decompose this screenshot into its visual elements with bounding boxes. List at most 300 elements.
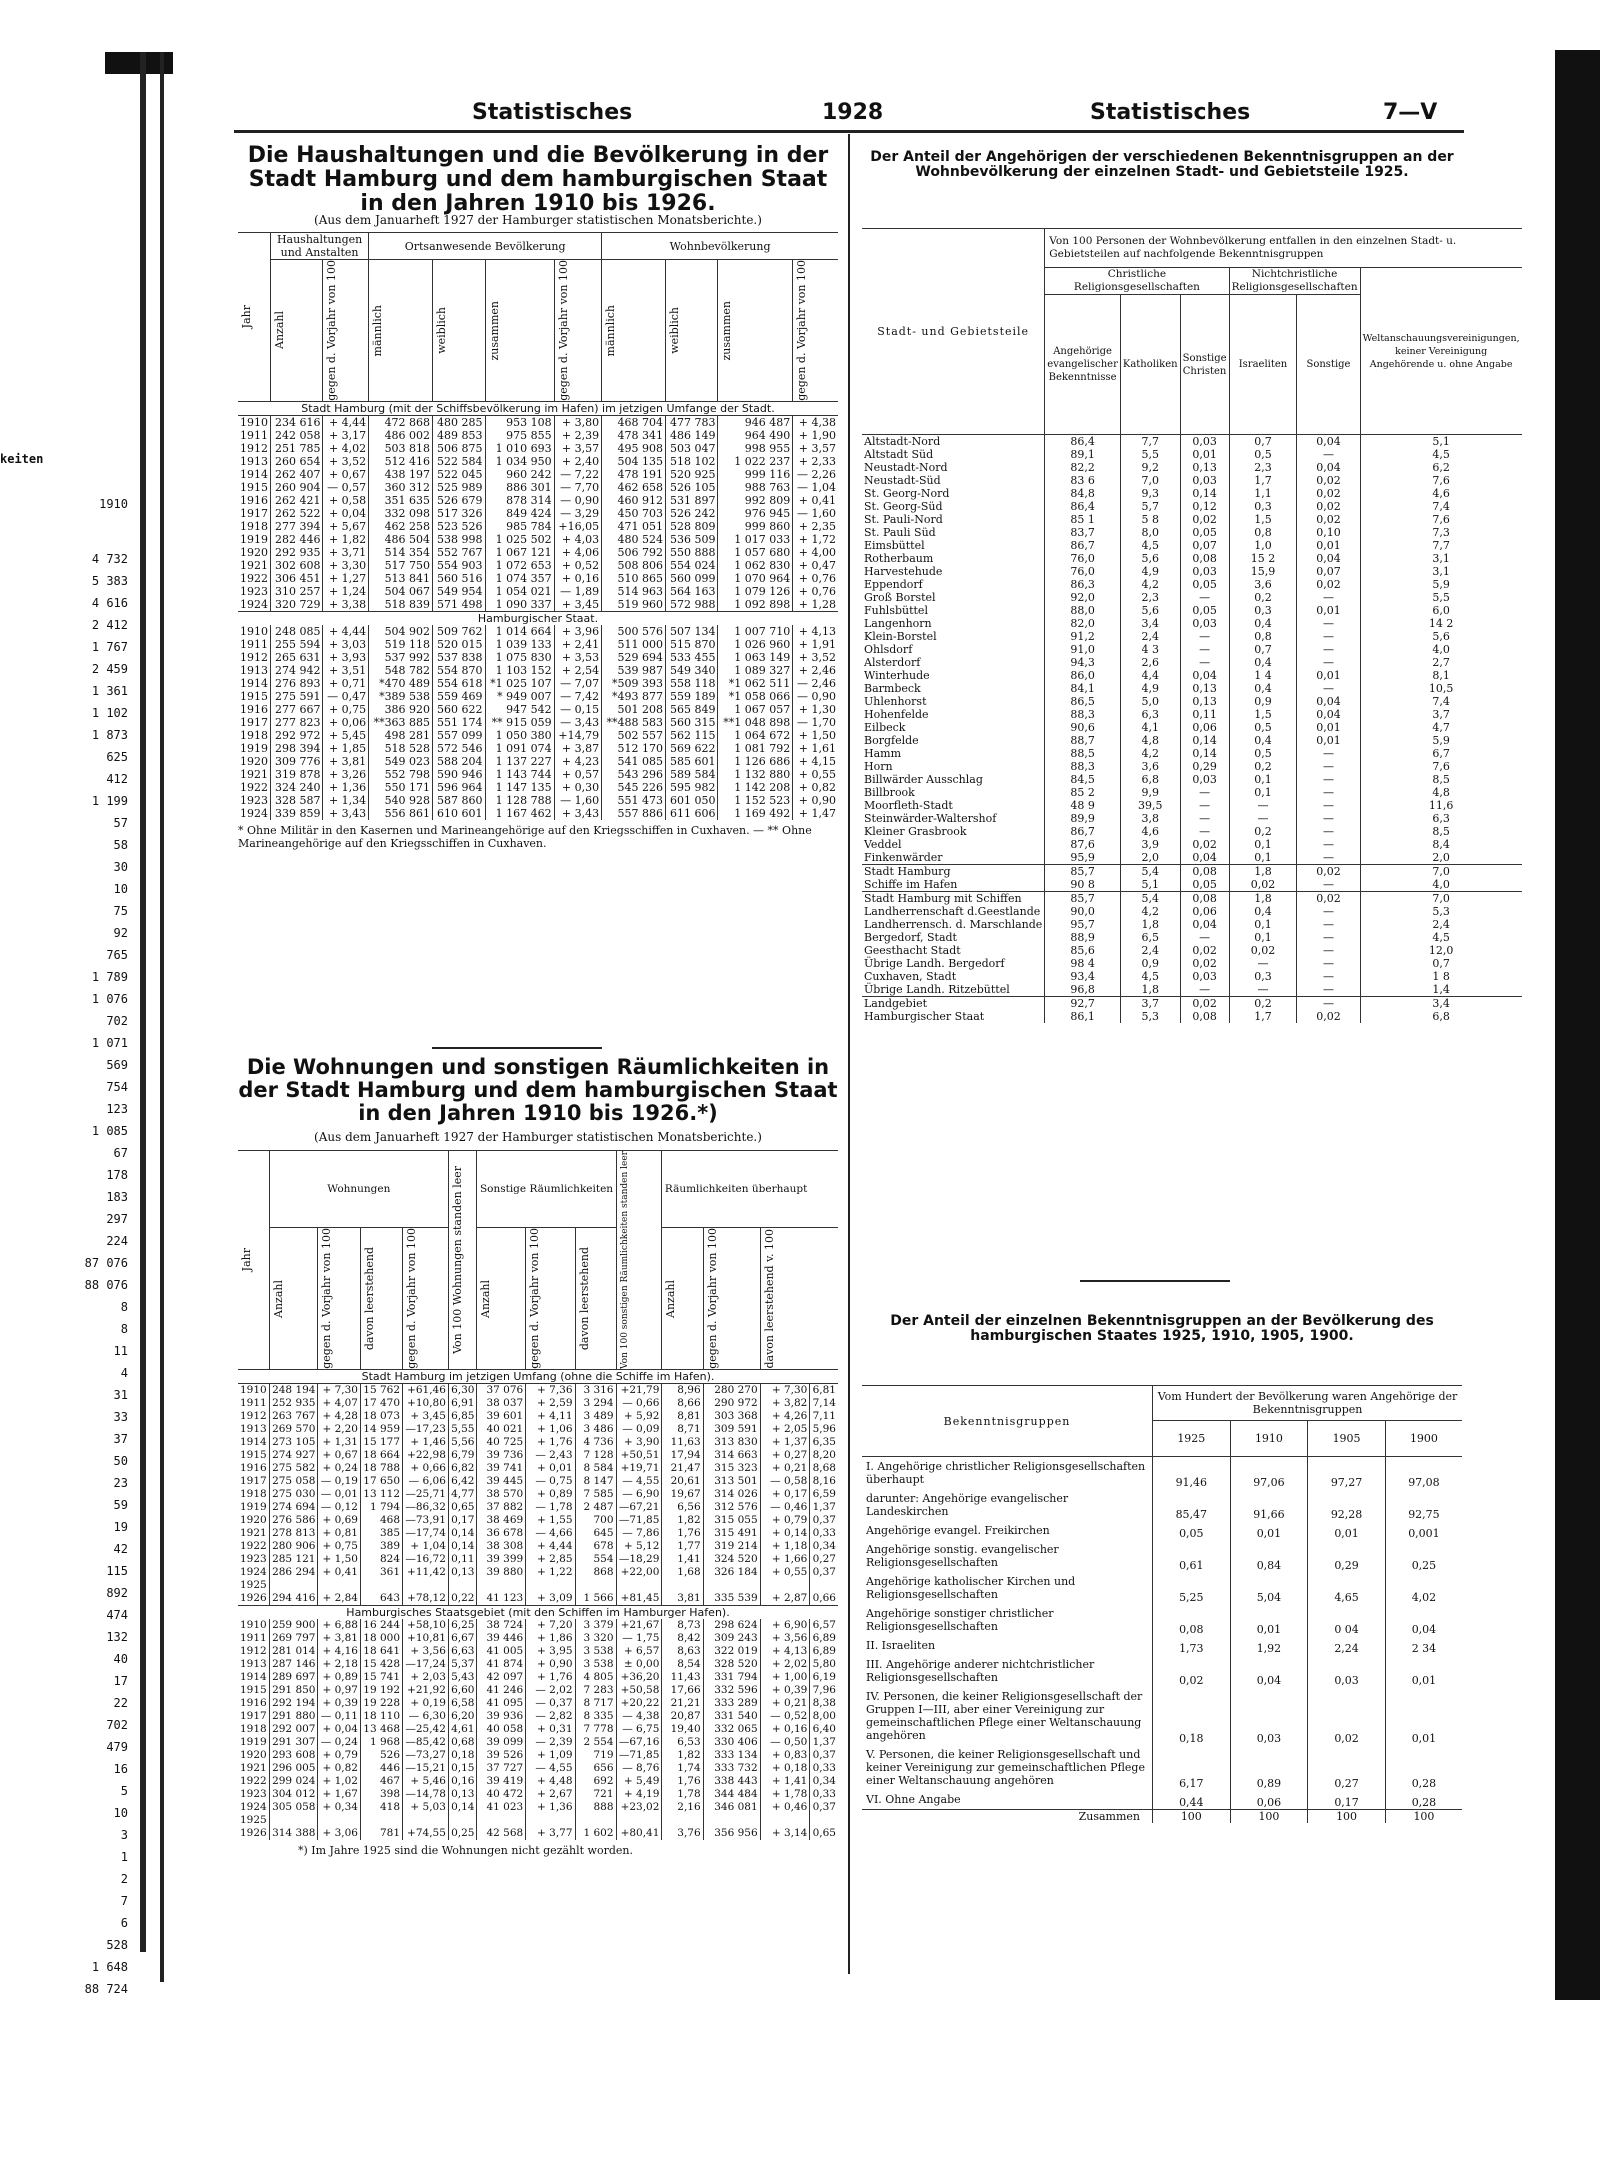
table-cell: 0,29	[1180, 760, 1229, 773]
scan-edge	[1555, 50, 1600, 2000]
t3-col-sonst: Sonstige Christen	[1180, 295, 1229, 435]
table-cell: 471 051	[602, 520, 666, 533]
table-cell: 3 489	[575, 1410, 616, 1423]
table-cell: 275 030	[269, 1488, 318, 1501]
t1-col-header: gegen d. Vorjahr von 100	[325, 260, 339, 401]
t4-year-header: 1900	[1385, 1421, 1462, 1457]
table-cell: 5,9	[1360, 578, 1522, 591]
table-cell: 339 859	[271, 807, 323, 820]
table-cell: 515 870	[666, 638, 718, 651]
table-cell: 549 340	[666, 664, 718, 677]
table-cell: 526 679	[433, 494, 485, 507]
table-cell: + 1,90	[793, 429, 838, 442]
table-cell: 39 099	[477, 1736, 526, 1749]
table-cell: 282 446	[271, 533, 323, 546]
table-row	[862, 825, 1522, 838]
table-cell: 556 861	[369, 807, 433, 820]
table-cell: 6,89	[810, 1645, 838, 1658]
table-cell: 0,05	[1153, 1521, 1231, 1540]
table-row	[862, 838, 1522, 851]
table-cell: 304 012	[269, 1788, 318, 1801]
table-cell: 0,07	[1180, 539, 1229, 552]
table-cell: + 1,00	[760, 1671, 810, 1684]
table-cell: 0,02	[1180, 513, 1229, 526]
table-cell: — 4,66	[526, 1527, 575, 1540]
table-cell: + 0,30	[554, 781, 602, 794]
table-cell: 86,7	[1045, 825, 1121, 838]
table-cell: 3 294	[575, 1397, 616, 1410]
table-cell: — 0,52	[760, 1710, 810, 1723]
table-cell: 333 134	[703, 1749, 760, 1762]
table-cell: 0,02	[1297, 474, 1360, 487]
table-cell: 551 174	[433, 716, 485, 729]
table-row	[238, 677, 838, 690]
table-cell: 299 024	[269, 1775, 318, 1788]
table-cell: 5,4	[1120, 865, 1180, 879]
table-cell: 0,01	[1308, 1521, 1386, 1540]
table-cell: 6,2	[1360, 461, 1522, 474]
table-cell: 7 128	[575, 1449, 616, 1462]
table-cell	[269, 1579, 318, 1592]
table-cell: 0,02	[1297, 513, 1360, 526]
table-cell: 0,06	[1230, 1790, 1308, 1810]
table-cell: 498 281	[369, 729, 433, 742]
table-cell: 291 850	[269, 1684, 318, 1697]
table-cell: 7,14	[810, 1397, 838, 1410]
table-cell: 0,1	[1229, 773, 1297, 786]
table-cell: 0,4	[1229, 905, 1297, 918]
table-cell	[662, 1814, 703, 1827]
table-cell: **363 885	[369, 716, 433, 729]
t2-col-header: gegen d. Vorjahr von 100	[528, 1228, 542, 1369]
table-cell: 9,3	[1120, 487, 1180, 500]
table-cell: 512 170	[602, 742, 666, 755]
table-cell: + 0,76	[793, 585, 838, 598]
table-row	[238, 1553, 838, 1566]
table-cell: 1 968	[360, 1736, 402, 1749]
table-cell: 0,11	[1180, 708, 1229, 721]
table-cell: 39 741	[477, 1462, 526, 1475]
table-cell: 84,1	[1045, 682, 1121, 695]
district-name: Altstadt Süd	[864, 448, 934, 461]
table-cell: 503 047	[666, 442, 718, 455]
table-cell: —	[1297, 747, 1360, 760]
table-cell: 0,10	[1297, 526, 1360, 539]
table-cell: +50,58	[616, 1684, 662, 1697]
table-cell: + 1,04	[403, 1540, 449, 1553]
table-cell: 0,02	[1153, 1655, 1231, 1687]
table-cell	[703, 1814, 760, 1827]
table-cell: — 2,02	[526, 1684, 575, 1697]
table-cell: 248 085	[271, 625, 323, 638]
table-cell: 1 075 830	[485, 651, 554, 664]
table-cell: 315 491	[703, 1527, 760, 1540]
table-row	[862, 957, 1522, 970]
table-cell: — 6,90	[616, 1488, 662, 1501]
table-cell: 0,01	[1230, 1604, 1308, 1636]
table-cell: 91,66	[1230, 1489, 1308, 1521]
table-cell: + 6,88	[318, 1619, 361, 1632]
table-cell: —	[1229, 799, 1297, 812]
table-cell: 8,38	[810, 1697, 838, 1710]
table-cell: 313 501	[703, 1475, 760, 1488]
table-cell: 40 472	[477, 1788, 526, 1801]
table-cell: + 1,36	[323, 781, 369, 794]
table-cell: 1,8	[1120, 983, 1180, 997]
table-cell: 333 289	[703, 1697, 760, 1710]
table-cell: + 5,12	[616, 1540, 662, 1553]
table-row	[862, 617, 1522, 630]
table-cell: 886 301	[485, 481, 554, 494]
table-cell: 500 576	[602, 625, 666, 638]
table-cell: 38 724	[477, 1619, 526, 1632]
table-cell: +23,02	[616, 1801, 662, 1814]
table-cell: — 0,46	[760, 1501, 810, 1514]
table-cell: + 2,87	[760, 1592, 810, 1606]
left-number: 50	[113, 1454, 128, 1468]
table-cell: 38 570	[477, 1488, 526, 1501]
table-cell: —	[1297, 838, 1360, 851]
previous-page-strip	[0, 52, 150, 1996]
table-cell: + 0,21	[760, 1462, 810, 1475]
table-cell: 0,7	[1229, 643, 1297, 656]
table-cell: 37 727	[477, 1762, 526, 1775]
table-cell: 251 785	[271, 442, 323, 455]
table-cell: 280 906	[269, 1540, 318, 1553]
table-cell: 1920	[240, 1514, 267, 1526]
table-cell: + 3,77	[526, 1827, 575, 1840]
table-cell: 18 110	[360, 1710, 402, 1723]
table-row	[238, 546, 838, 559]
table-cell: 1 103 152	[485, 664, 554, 677]
t1-col-header: weiblich	[668, 306, 681, 354]
table-cell: 303 368	[703, 1410, 760, 1423]
table-cell: 6,5	[1120, 931, 1180, 944]
table-row	[238, 664, 838, 677]
table-cell: 5,7	[1120, 500, 1180, 513]
left-number: 224	[106, 1234, 128, 1248]
table-cell: + 1,55	[526, 1514, 575, 1527]
t1-table-wrap	[238, 232, 838, 850]
table-row	[238, 598, 838, 612]
table-row	[238, 415, 838, 429]
table-cell: 6,35	[810, 1436, 838, 1449]
t2-section-stadt: Stadt Hamburg im jetzigen Umfang (ohne die Schiffe im Hafen).	[238, 1370, 838, 1384]
left-number: 892	[106, 1586, 128, 1600]
table-cell: 38 308	[477, 1540, 526, 1553]
table-cell: 0,04	[1180, 918, 1229, 931]
table-cell: 7,96	[810, 1684, 838, 1697]
left-number: 765	[106, 948, 128, 962]
table-cell: —15,21	[403, 1762, 449, 1775]
district-name: Cuxhaven, Stadt	[864, 970, 957, 983]
table-cell: *1 062 511	[718, 677, 793, 690]
table-cell: + 0,04	[323, 507, 369, 520]
table-cell: 519 960	[602, 598, 666, 612]
table-cell: 277 823	[271, 716, 323, 729]
table-cell: 1924	[240, 806, 268, 820]
table-cell: 291 880	[269, 1710, 318, 1723]
table-cell: 88,5	[1045, 747, 1121, 760]
table-cell: 1916	[240, 702, 268, 716]
table-cell: 2,0	[1360, 851, 1522, 865]
table-cell: 1 132 880	[718, 768, 793, 781]
table-cell: +19,71	[616, 1462, 662, 1475]
table-row	[862, 1521, 1462, 1540]
table-cell: 0,1	[1229, 838, 1297, 851]
table-cell: 0,28	[1385, 1790, 1462, 1810]
table-cell: 589 584	[666, 768, 718, 781]
left-number: 37	[113, 1432, 128, 1446]
table-cell: 248 194	[269, 1384, 318, 1398]
table-cell: 19 228	[360, 1697, 402, 1710]
table-cell: 1926	[240, 1827, 267, 1839]
table-cell: 721	[575, 1788, 616, 1801]
table-cell: — 7,07	[554, 677, 602, 690]
table-cell: 15 177	[360, 1436, 402, 1449]
table-cell	[760, 1579, 810, 1592]
table-cell: — 7,42	[554, 690, 602, 703]
table-cell: + 0,55	[760, 1566, 810, 1579]
table-cell: *389 538	[369, 690, 433, 703]
page-number: 7—V	[1383, 100, 1438, 125]
group-label: VI. Ohne Angabe	[866, 1793, 961, 1806]
table-cell: 398	[360, 1788, 402, 1801]
table-cell: 537 838	[433, 651, 485, 664]
table-cell: 6,91	[448, 1397, 477, 1410]
table-cell: 1,1	[1229, 487, 1297, 500]
table-cell: 302 608	[271, 559, 323, 572]
table-cell: 0,5	[1229, 721, 1297, 734]
table-cell: + 5,67	[323, 520, 369, 533]
table-cell: 5,4	[1120, 892, 1180, 906]
table-cell: —	[1297, 656, 1360, 669]
table-cell: 7,7	[1120, 435, 1180, 449]
table-cell: 309 776	[271, 755, 323, 768]
table-cell: + 7,36	[526, 1384, 575, 1398]
table-cell: — 0,12	[318, 1501, 361, 1514]
table-cell: 7 585	[575, 1488, 616, 1501]
table-cell: 0,37	[810, 1514, 838, 1527]
table-cell: 0,27	[1308, 1745, 1386, 1790]
table-cell: 88,7	[1045, 734, 1121, 747]
table-cell: —	[1180, 630, 1229, 643]
table-cell	[448, 1579, 477, 1592]
table-cell: —	[1297, 931, 1360, 944]
table-cell: 1916	[240, 1462, 267, 1474]
table-cell: 560 516	[433, 572, 485, 585]
table-cell: 438 197	[369, 468, 433, 481]
group-label: darunter: Angehörige evangelischer Landeskirchen	[866, 1492, 1069, 1518]
table-cell: + 3,51	[323, 664, 369, 677]
table-cell: 964 490	[718, 429, 793, 442]
table-cell: 1925	[240, 1814, 267, 1826]
table-row	[238, 638, 838, 651]
table-cell: + 0,27	[760, 1449, 810, 1462]
table-cell: 953 108	[485, 415, 554, 429]
table-cell: 0,37	[810, 1566, 838, 1579]
left-number: 1 199	[91, 794, 128, 808]
table-cell: 286 294	[269, 1566, 318, 1579]
table-cell: 0,13	[1180, 682, 1229, 695]
table-cell: 13 468	[360, 1723, 402, 1736]
table-row	[862, 552, 1522, 565]
table-cell: 88,3	[1045, 760, 1121, 773]
table-cell: 315 055	[703, 1514, 760, 1527]
t1-footnote: * Ohne Militär in den Kasernen und Marineangehörige auf den Kriegsschiffen in Cuxhaven. — ** Ohne Marineangehörige auf den Kriegsschiffen in Cuxhaven.	[238, 823, 812, 850]
table-cell: 509 762	[433, 625, 485, 638]
table-cell: 1912	[240, 1645, 267, 1657]
table-cell: 94,3	[1045, 656, 1121, 669]
table-cell: 514 963	[602, 585, 666, 598]
table-cell: 8,96	[662, 1384, 703, 1398]
table-cell: 560 315	[666, 716, 718, 729]
table-cell: 97,27	[1308, 1457, 1386, 1490]
table-cell: 11,6	[1360, 799, 1522, 812]
table-cell: 5,25	[1153, 1572, 1231, 1604]
table-cell: 504 135	[602, 455, 666, 468]
table-cell: — 6,30	[403, 1710, 449, 1723]
table-cell: 0,02	[1180, 997, 1229, 1011]
table-cell: 98 4	[1045, 957, 1121, 970]
group-label: II. Israeliten	[866, 1639, 936, 1652]
separator-rule-right	[1080, 1280, 1230, 1282]
table-cell: 0,13	[1180, 695, 1229, 708]
table-cell: 1923	[240, 1788, 267, 1800]
table-cell: 526 242	[666, 507, 718, 520]
table-cell: 0 04	[1308, 1604, 1386, 1636]
left-number: 1 071	[91, 1036, 128, 1050]
table-cell: ** 915 059	[485, 716, 554, 729]
table-cell: 3,6	[1229, 578, 1297, 591]
table-row	[238, 1697, 838, 1710]
table-cell: 6,79	[448, 1449, 477, 1462]
table-cell: —85,42	[403, 1736, 449, 1749]
table-cell: 335 539	[703, 1592, 760, 1606]
table-cell: 92,75	[1385, 1489, 1462, 1521]
table-cell: 86,5	[1045, 695, 1121, 708]
table-cell: 0,02	[1180, 838, 1229, 851]
running-head-left: Statistisches	[472, 100, 633, 125]
table-cell: 7 778	[575, 1723, 616, 1736]
table-cell: — 0,66	[616, 1397, 662, 1410]
table-cell: 1913	[240, 1423, 267, 1435]
table-cell: + 0,83	[760, 1749, 810, 1762]
table-cell: 1 128 788	[485, 794, 554, 807]
table-cell: 96,8	[1045, 983, 1121, 997]
table-cell: 525 989	[433, 481, 485, 494]
t1-grp-wohn: Wohnbevölkerung	[602, 233, 838, 260]
table-cell: 557 099	[433, 729, 485, 742]
district-name: Eilbeck	[864, 721, 906, 734]
table-cell: 331 794	[703, 1671, 760, 1684]
left-number: 30	[113, 860, 128, 874]
district-name: Hamm	[864, 747, 902, 760]
table-cell: 5,55	[448, 1423, 477, 1436]
table-cell: 0,02	[1297, 865, 1360, 879]
table-cell: 537 992	[369, 651, 433, 664]
table-row	[238, 1475, 838, 1488]
table-cell: 346 081	[703, 1801, 760, 1814]
table-cell: + 1,27	[323, 572, 369, 585]
table-cell: —86,32	[403, 1501, 449, 1514]
left-number: 75	[113, 904, 128, 918]
table-cell: 565 849	[666, 703, 718, 716]
table-cell: 332 065	[703, 1723, 760, 1736]
table-cell: 276 586	[269, 1514, 318, 1527]
table-cell: 462 258	[369, 520, 433, 533]
table-cell: + 3,57	[793, 442, 838, 455]
table-cell: 18 073	[360, 1410, 402, 1423]
left-number: 8	[120, 1300, 128, 1314]
district-name: Borgfelde	[864, 734, 919, 747]
table-cell: 6,59	[810, 1488, 838, 1501]
table-cell: —	[1297, 591, 1360, 604]
table-cell	[810, 1814, 838, 1827]
table-cell: + 0,71	[323, 677, 369, 690]
table-row	[238, 1579, 838, 1592]
table-cell: 0,08	[1180, 865, 1229, 879]
table-cell: 291 307	[269, 1736, 318, 1749]
district-name: Barmbeck	[864, 682, 921, 695]
table-cell: 15,9	[1229, 565, 1297, 578]
table-cell: 0,02	[1180, 944, 1229, 957]
table-cell: 549 023	[369, 755, 433, 768]
table-row	[238, 1514, 838, 1527]
left-number: 1 361	[91, 684, 128, 698]
table-cell: 1916	[240, 493, 268, 507]
table-cell: 8,54	[662, 1658, 703, 1671]
table-cell: 1,82	[662, 1749, 703, 1762]
table-cell: + 4,26	[760, 1410, 810, 1423]
table-cell: —73,27	[403, 1749, 449, 1762]
table-cell: — 4,55	[616, 1475, 662, 1488]
t4-year-header: 1925	[1153, 1421, 1231, 1457]
table-cell: 0,25	[448, 1827, 477, 1840]
table-cell: 486 149	[666, 429, 718, 442]
table-cell: 3,6	[1120, 760, 1180, 773]
table-cell: 1 054 021	[485, 585, 554, 598]
table-cell: 1919	[240, 1736, 267, 1748]
table-cell: 0,16	[448, 1775, 477, 1788]
table-cell: 6,56	[662, 1501, 703, 1514]
table-cell: 0,05	[1180, 878, 1229, 892]
table-cell: 559 469	[433, 690, 485, 703]
table-cell: *493 877	[602, 690, 666, 703]
table-cell: 8,71	[662, 1423, 703, 1436]
table-cell: + 0,55	[793, 768, 838, 781]
table-cell: 5,6	[1120, 552, 1180, 565]
table-cell: 3,1	[1360, 565, 1522, 578]
table-row	[238, 1736, 838, 1749]
left-number: 5	[120, 1784, 128, 1798]
table-cell: + 1,24	[323, 585, 369, 598]
table-cell: —	[1297, 851, 1360, 865]
table-cell: 326 184	[703, 1566, 760, 1579]
table-cell: 4,4	[1120, 669, 1180, 682]
table-cell: 89,1	[1045, 448, 1121, 461]
table-cell: 262 407	[271, 468, 323, 481]
table-cell: +78,12	[403, 1592, 449, 1606]
table-cell: 1 143 744	[485, 768, 554, 781]
table-row	[862, 918, 1522, 931]
left-number: 1 873	[91, 728, 128, 742]
table-cell: 504 067	[369, 585, 433, 598]
table-cell: 0,08	[1180, 1010, 1229, 1023]
table-cell: 539 987	[602, 664, 666, 677]
table-cell: 1 026 960	[718, 638, 793, 651]
district-name: Landgebiet	[864, 997, 928, 1010]
